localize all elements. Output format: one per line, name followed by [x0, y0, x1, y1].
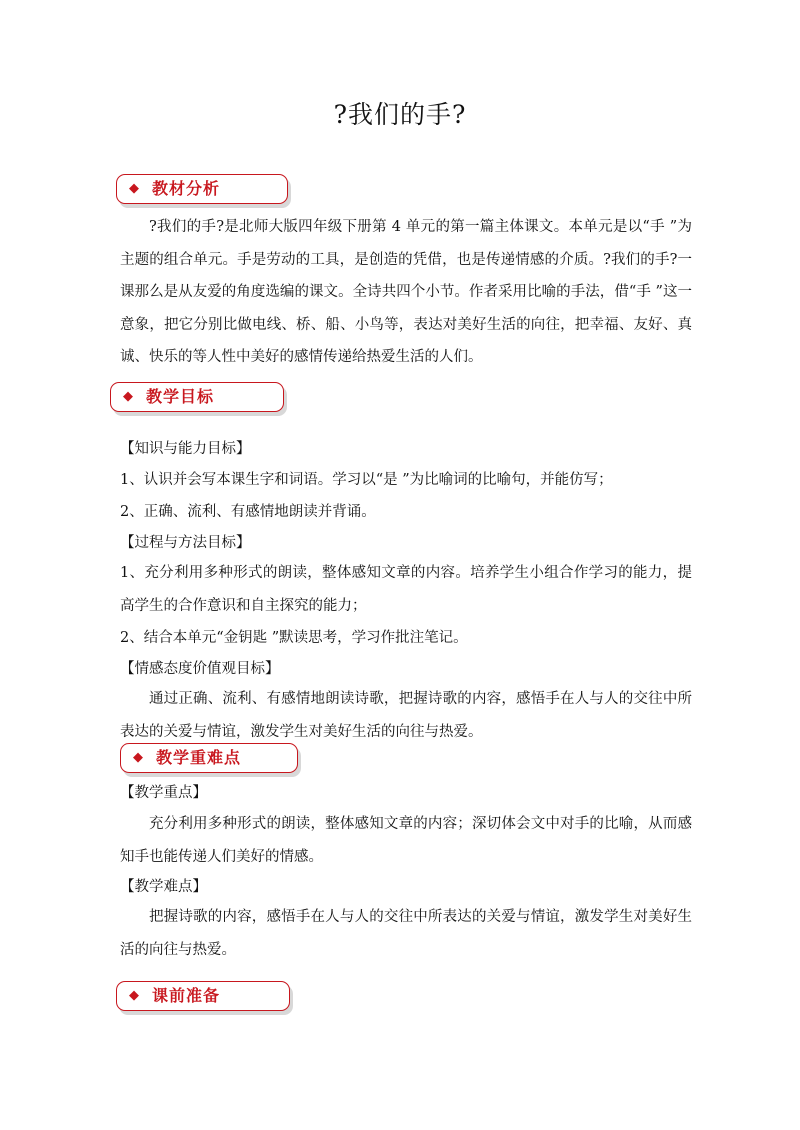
process-item: 2、结合本单元“金钥匙 ”默读思考，学习作批注笔记。 — [120, 630, 468, 646]
emotion-paragraph: 通过正确、流利、有感情地朗读诗歌，把握诗歌的内容，感悟手在人与人的交往中所表达的关爱与情谊，激发学生对美好生活的向往与热爱。 — [120, 691, 692, 740]
process-label: 【过程与方法目标】 — [120, 535, 251, 551]
heading-label: 教学目标 — [146, 387, 215, 406]
process-item: 1、充分利用多种形式的朗读，整体感知文章的内容。培养学生小组合作学习的能力，提高学生的合作意识和自主探究的能力； — [120, 565, 692, 614]
section-heading-keypoints — [120, 743, 308, 777]
difficult-point-paragraph: 把握诗歌的内容，感悟手在人与人的交往中所表达的关爱与情谊，激发学生对美好生活的向往与热爱。 — [120, 909, 692, 958]
difficult-point-label: 【教学难点】 — [120, 879, 207, 895]
heading-label: 教材分析 — [152, 179, 221, 198]
section-heading-preparation — [116, 981, 300, 1015]
heading-label: 课前准备 — [152, 986, 221, 1005]
emotion-label: 【情感态度价值观目标】 — [120, 661, 280, 677]
knowledge-item: 1、认识并会写本课生字和词语。学习以“是 ”为比喻词的比喻句，并能仿写； — [120, 472, 613, 488]
diamond-icon: ◆ — [129, 181, 139, 196]
section-heading-objectives — [110, 382, 294, 416]
document-title: ?我们的手? — [333, 100, 467, 129]
diamond-icon: ◆ — [123, 389, 133, 404]
key-point-paragraph: 充分利用多种形式的朗读，整体感知文章的内容；深切体会文中对手的比喻，从而感知手也能传递人们美好的情感。 — [120, 816, 692, 865]
section-heading-analysis — [116, 174, 298, 208]
knowledge-label: 【知识与能力目标】 — [120, 441, 251, 457]
analysis-paragraph: ?我们的手?是北师大版四年级下册第 4 单元的第一篇主体课文。本单元是以“手 ”为主题的组合单元。手是劳动的工具，是创造的凭借，也是传递情感的介质。?我们的手?一课那么是从友爱的角度选编的课文。全诗共四个小节。作者采用比喻的手法，借“手 ”这一意象，把它分别比做电线、桥、船、小鸟等，表达对美好生活的向往，把幸福、友好、真诚、快乐的等人性中美好的感情传递给热爱生活的人们。 — [120, 219, 692, 365]
diamond-icon: ◆ — [133, 750, 143, 765]
diamond-icon: ◆ — [129, 988, 139, 1003]
heading-label: 教学重难点 — [156, 748, 242, 767]
knowledge-item: 2、正确、流利、有感情地朗读并背诵。 — [120, 504, 376, 520]
key-point-label: 【教学重点】 — [120, 785, 207, 801]
